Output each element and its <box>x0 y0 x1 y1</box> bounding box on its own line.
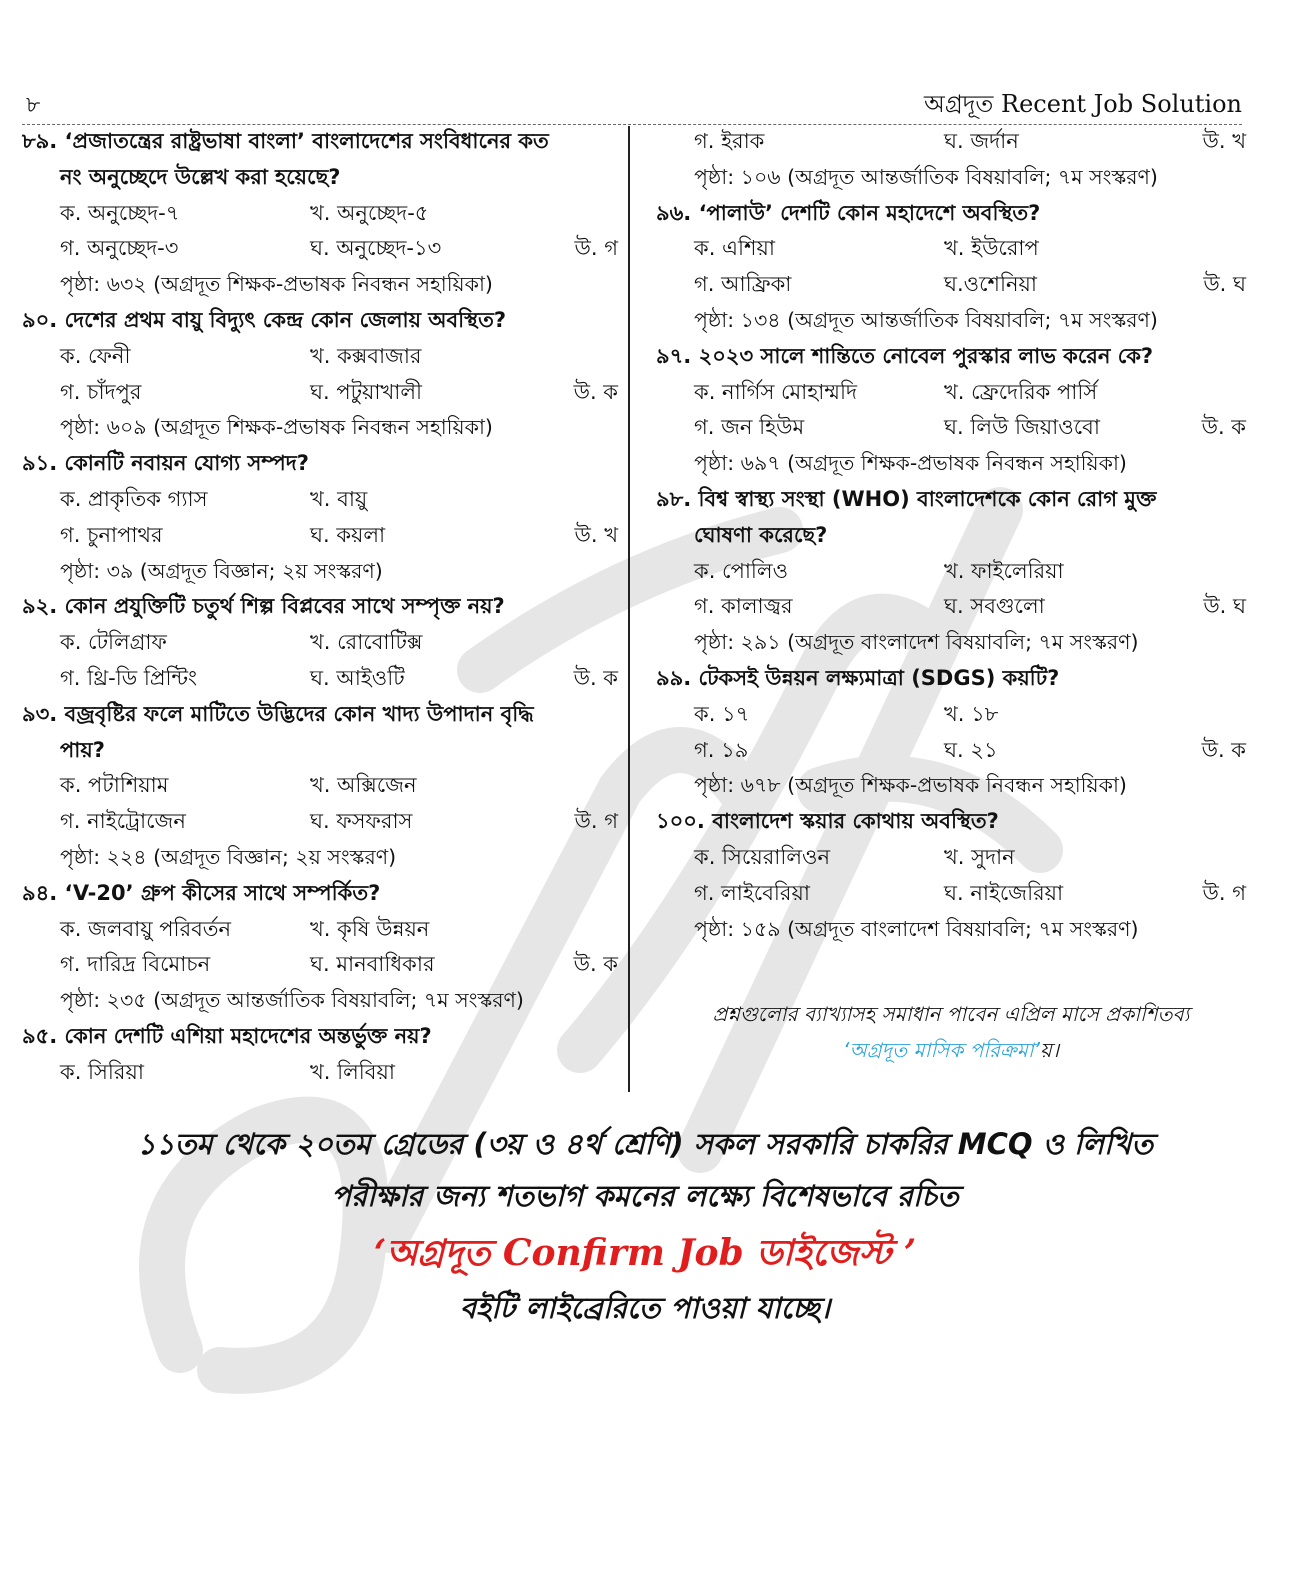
option: খ. অনুচ্ছেদ-৫ <box>310 200 429 225</box>
question <box>22 697 618 733</box>
option: ঘ. মানবাধিকার <box>310 952 435 977</box>
page-reference: পৃষ্ঠা: ২৩৫ (অগ্রদূত আন্তর্জাতিক বিষয়াবলি; ৭ম সংস্করণ) <box>60 988 524 1013</box>
option-row <box>22 912 618 948</box>
question <box>656 804 1246 840</box>
option: খ. অক্সিজেন <box>310 773 417 798</box>
option: ক. নার্গিস মোহাম্মদি <box>694 379 858 404</box>
option-row <box>656 589 1246 625</box>
question-number: ৮৯. <box>22 129 58 153</box>
option: খ. সুদান <box>944 844 1015 869</box>
note-line: প্রশ্নগুলোর ব্যাখ্যাসহ সমাধান পাবেন এপ্রিল মাসে প্রকাশিতব্য <box>712 1002 1190 1026</box>
option: ঘ. লিউ জিয়াওবো <box>944 415 1100 440</box>
option-row <box>656 267 1246 303</box>
option: গ. কালাজ্বর <box>694 594 793 619</box>
option-row <box>22 804 618 840</box>
answer-key: উ. ক <box>1201 415 1246 440</box>
option: গ. ইরাক <box>694 129 765 153</box>
option: গ. দারিদ্র বিমোচন <box>60 952 211 977</box>
question <box>22 124 618 160</box>
explanation-note <box>656 996 1246 1068</box>
option: খ. বায়ু <box>310 486 368 511</box>
answer-key: উ. খ <box>574 522 618 547</box>
answer-key: উ. ক <box>573 952 618 977</box>
question <box>22 1019 618 1055</box>
question <box>22 589 618 625</box>
option: গ. ১৯ <box>694 737 749 762</box>
option-row <box>22 1055 618 1091</box>
page-reference: পৃষ্ঠা: ১০৬ (অগ্রদূত আন্তর্জাতিক বিষয়াবলি; ৭ম সংস্করণ) <box>694 164 1158 189</box>
question-text: ২০২৩ সালে শান্তিতে নোবেল পুরস্কার লাভ করেন কে? <box>698 343 1154 368</box>
right-column <box>656 124 1246 947</box>
running-title: অগ্রদূত Recent Job Solution <box>924 90 1242 118</box>
answer-key: উ. ক <box>573 379 618 404</box>
page-reference: পৃষ্ঠা: ২৯১ (অগ্রদূত বাংলাদেশ বিষয়াবলি; ৭ম সংস্করণ) <box>694 630 1139 655</box>
option-row <box>22 231 618 267</box>
question-text: বাংলাদেশ স্কয়ার কোথায় অবস্থিত? <box>712 809 999 834</box>
question-text: ‘প্রজাতন্ত্রের রাষ্ট্রভাষা বাংলা’ বাংলাদেশের সংবিধানের কত <box>64 129 549 153</box>
option: গ. চুনাপাথর <box>60 522 163 547</box>
question-number: ৯৯. <box>656 665 692 690</box>
question-text: ‘V-20’ গ্রুপ কীসের সাথে সম্পর্কিত? <box>64 880 381 905</box>
question-number: ১০০. <box>656 809 705 834</box>
option-row <box>656 410 1246 446</box>
option: ঘ. পটুয়াখালী <box>310 379 423 404</box>
page-reference: পৃষ্ঠা: ৬৭৮ (অগ্রদূত শিক্ষক-প্রভাষক নিবন্ধন সহায়িকা) <box>694 773 1127 798</box>
question-text: কোন প্রযুক্তিটি চতুর্থ শিল্প বিপ্লবের সাথে সম্পৃক্ত নয়? <box>64 594 505 619</box>
option: ক. ১৭ <box>694 701 750 726</box>
option: খ. রোবোটিক্স <box>310 630 423 655</box>
option-row <box>656 733 1246 769</box>
option: খ. ১৮ <box>944 701 999 726</box>
option-row <box>656 554 1246 590</box>
option: গ. চাঁদপুর <box>60 379 142 404</box>
question <box>656 339 1246 375</box>
question-number: ৯১. <box>22 451 58 476</box>
question <box>656 482 1246 518</box>
question-number: ৯৭. <box>656 343 692 368</box>
option-row <box>656 697 1246 733</box>
option-row <box>656 840 1246 876</box>
page-reference: পৃষ্ঠা: ১৩৪ (অগ্রদূত আন্তর্জাতিক বিষয়াবলি; ৭ম সংস্করণ) <box>694 307 1158 332</box>
option: খ. ফাইলেরিয়া <box>944 558 1064 583</box>
option: ঘ. অনুচ্ছেদ-১৩ <box>310 236 442 261</box>
option-row <box>656 124 1246 160</box>
question <box>656 196 1246 232</box>
option: ক. টেলিগ্রাফ <box>60 630 167 655</box>
page-reference: পৃষ্ঠা: ২২৪ (অগ্রদূত বিজ্ঞান; ২য় সংস্করণ) <box>60 844 397 869</box>
question <box>22 303 618 339</box>
option-row <box>22 768 618 804</box>
question-text: বিশ্ব স্বাস্থ্য সংস্থা (WHO) বাংলাদেশকে কোন রোগ মুক্ত <box>698 486 1157 511</box>
option: খ. ফ্রেদেরিক পার্সি <box>944 379 1098 404</box>
option: খ. ইউরোপ <box>944 236 1039 261</box>
option-row <box>656 231 1246 267</box>
option: ঘ. জর্দান <box>944 129 1019 153</box>
option: খ. কক্সবাজার <box>310 343 422 368</box>
question-text: কোনটি নবায়ন যোগ্য সম্পদ? <box>64 451 309 476</box>
left-column <box>22 124 618 1091</box>
option: ক. পটাশিয়াম <box>60 773 169 798</box>
answer-key: উ. গ <box>574 809 618 834</box>
question-text: কোন দেশটি এশিয়া মহাদেশের অন্তর্ভুক্ত নয়? <box>64 1023 432 1048</box>
option: ক. প্রাকৃতিক গ্যাস <box>60 486 208 511</box>
answer-key: উ. ক <box>573 665 618 690</box>
page-reference: পৃষ্ঠা: ৬৯৭ (অগ্রদূত শিক্ষক-প্রভাষক নিবন্ধন সহায়িকা) <box>694 451 1127 476</box>
question-number: ৯৫. <box>22 1023 58 1048</box>
option: ঘ. কয়লা <box>310 522 386 547</box>
option-row <box>22 375 618 411</box>
option: ক. সিরিয়া <box>60 1059 144 1084</box>
option: ক. সিয়েরালিওন <box>694 844 831 869</box>
answer-key: উ. ঘ <box>1203 272 1246 297</box>
option: গ. জন হিউম <box>694 415 805 440</box>
promo-line: পরীক্ষার জন্য শতভাগ কমনের লক্ষ্যে বিশেষভাবে রচিত <box>331 1179 959 1213</box>
option: গ. অনুচ্ছেদ-৩ <box>60 236 179 261</box>
option-row <box>22 339 618 375</box>
question-number: ৯৬. <box>656 200 692 225</box>
question-text: নং অনুচ্ছেদে উল্লেখ করা হয়েছে? <box>60 164 341 189</box>
promo-line: ১১তম থেকে ২০তম গ্রেডের (৩য় ও ৪র্থ শ্রেণি) সকল সরকারি চাকরির MCQ ও লিখিত <box>136 1127 1154 1161</box>
page-reference: পৃষ্ঠা: ৬০৯ (অগ্রদূত শিক্ষক-প্রভাষক নিবন্ধন সহায়িকা) <box>60 415 493 440</box>
question-text: বজ্রবৃষ্টির ফলে মাটিতে উদ্ভিদের কোন খাদ্য উপাদান বৃদ্ধি <box>64 701 534 726</box>
option-row <box>22 196 618 232</box>
option: খ. লিবিয়া <box>310 1059 395 1084</box>
question <box>22 876 618 912</box>
option: ক. অনুচ্ছেদ-৭ <box>60 200 180 225</box>
answer-key: উ. গ <box>1202 880 1246 905</box>
question-number: ৯২. <box>22 594 58 619</box>
question-text: টেকসই উন্নয়ন লক্ষ্যমাত্রা (SDGS) কয়টি? <box>698 665 1060 690</box>
question-text: ‘পালাউ’ দেশটি কোন মহাদেশে অবস্থিত? <box>698 200 1041 225</box>
option: ঘ. আইওটি <box>310 665 405 690</box>
option-row <box>22 482 618 518</box>
option-row <box>22 661 618 697</box>
question <box>22 446 618 482</box>
note-suffix: য়। <box>1040 1038 1059 1062</box>
answer-key: উ. ঘ <box>1203 594 1246 619</box>
page-reference: পৃষ্ঠা: ৬৩২ (অগ্রদূত শিক্ষক-প্রভাষক নিবন্ধন সহায়িকা) <box>60 272 493 297</box>
option: ক. ফেনী <box>60 343 131 368</box>
option: ঘ. ফসফরাস <box>310 809 413 834</box>
option: গ. থ্রি-ডি প্রিন্টিং <box>60 665 198 690</box>
option: গ. নাইট্রোজেন <box>60 809 186 834</box>
option-row <box>22 518 618 554</box>
option-row <box>22 947 618 983</box>
option: গ. আফ্রিকা <box>694 272 792 297</box>
question-number: ৯০. <box>22 307 58 332</box>
column-divider <box>628 126 630 1092</box>
option: গ. লাইবেরিয়া <box>694 880 810 905</box>
option: ঘ. ২১ <box>944 737 998 762</box>
answer-key: উ. খ <box>1202 129 1246 153</box>
answer-key: উ. ক <box>1201 737 1246 762</box>
option: ক. জলবায়ু পরিবর্তন <box>60 916 232 941</box>
option: ঘ.ওশেনিয়া <box>944 272 1037 297</box>
question-number: ৯৩. <box>22 701 58 726</box>
page-reference: পৃষ্ঠা: ৩৯ (অগ্রদূত বিজ্ঞান; ২য় সংস্করণ) <box>60 558 383 583</box>
option: ঘ. নাইজেরিয়া <box>944 880 1064 905</box>
option-row <box>22 625 618 661</box>
question-number: ৯৪. <box>22 880 58 905</box>
promo-line: বইটি লাইব্রেরিতে পাওয়া যাচ্ছে। <box>459 1291 831 1325</box>
page-reference: পৃষ্ঠা: ১৫৯ (অগ্রদূত বাংলাদেশ বিষয়াবলি; ৭ম সংস্করণ) <box>694 916 1139 941</box>
question-text: ঘোষণা করেছে? <box>694 522 828 547</box>
page-number: ৮ <box>26 93 41 118</box>
option: ঘ. সবগুলো <box>944 594 1045 619</box>
question-number: ৯৮. <box>656 486 692 511</box>
option: ক. পোলিও <box>694 558 789 583</box>
promo-book-title: ‘অগ্রদূত Confirm Job ডাইজেস্ট ’ <box>373 1232 917 1274</box>
option-row <box>656 375 1246 411</box>
question-text: দেশের প্রথম বায়ু বিদ্যুৎ কেন্দ্র কোন জেলায় অবস্থিত? <box>64 307 507 332</box>
option-row <box>656 876 1246 912</box>
answer-key: উ. গ <box>574 236 618 261</box>
note-highlight: ‘অগ্রদূত মাসিক পরিক্রমা’ <box>843 1038 1041 1062</box>
note-line-2 <box>656 1032 1246 1068</box>
question <box>656 661 1246 697</box>
option: ক. এশিয়া <box>694 236 775 261</box>
option: খ. কৃষি উন্নয়ন <box>310 916 430 941</box>
question-text: পায়? <box>60 737 105 762</box>
